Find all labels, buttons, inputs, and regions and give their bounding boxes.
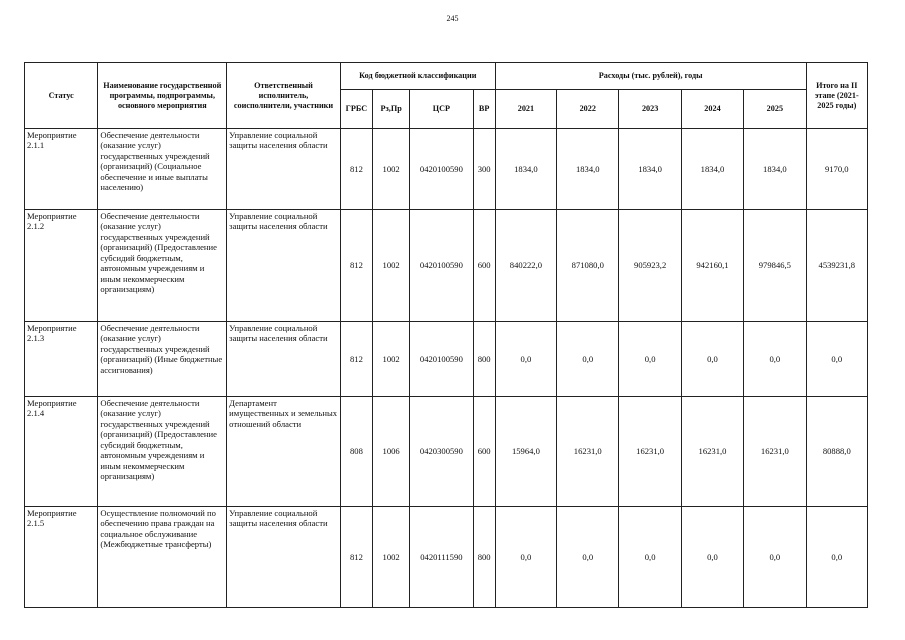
cell-2021: 15964,0: [495, 397, 556, 507]
cell-executor: Департамент имущественных и земельных отношений области: [227, 397, 341, 507]
cell-status: Мероприятие 2.1.5: [25, 507, 98, 608]
cell-name: Осуществление полномочий по обеспечению права граждан на социальное обслуживание (Межбюджетные трансферты): [98, 507, 227, 608]
cell-2022: 1834,0: [557, 129, 619, 210]
header-rzpr: Рз,Пр: [373, 90, 410, 129]
cell-2023: 1834,0: [619, 129, 681, 210]
header-executor: Ответственный исполнитель, соисполнители, участники: [227, 63, 341, 129]
cell-total: 4539231,8: [806, 210, 867, 322]
cell-total: 9170,0: [806, 129, 867, 210]
cell-total: 80888,0: [806, 397, 867, 507]
cell-2022: 0,0: [557, 507, 619, 608]
cell-2024: 1834,0: [681, 129, 743, 210]
cell-2024: 16231,0: [681, 397, 743, 507]
table-row: [25, 129, 868, 210]
header-total: Итого на II этапе (2021-2025 годы): [806, 63, 867, 129]
header-vr: ВР: [473, 90, 495, 129]
cell-csr: 0420100590: [410, 210, 473, 322]
cell-2024: 0,0: [681, 322, 743, 397]
cell-name: Обеспечение деятельности (оказание услуг) государственных учреждений (организаций) (Предоставление субсидий бюджетным, автономным учреждениям и иным некоммерческим организациям): [98, 397, 227, 507]
cell-rzpr: 1002: [373, 129, 410, 210]
cell-csr: 0420300590: [410, 397, 473, 507]
cell-grbs: 812: [340, 507, 372, 608]
cell-csr: 0420100590: [410, 322, 473, 397]
cell-executor: Управление социальной защиты населения области: [227, 129, 341, 210]
cell-2024: 0,0: [681, 507, 743, 608]
cell-status: Мероприятие 2.1.4: [25, 397, 98, 507]
table-row: [25, 507, 868, 608]
header-year-2024: 2024: [681, 90, 743, 129]
table-row: [25, 210, 868, 322]
cell-vr: 600: [473, 397, 495, 507]
cell-2021: 0,0: [495, 322, 556, 397]
header-year-2023: 2023: [619, 90, 681, 129]
cell-2025: 16231,0: [744, 397, 806, 507]
cell-vr: 300: [473, 129, 495, 210]
cell-grbs: 812: [340, 210, 372, 322]
cell-2023: 905923,2: [619, 210, 681, 322]
cell-2023: 16231,0: [619, 397, 681, 507]
cell-2023: 0,0: [619, 322, 681, 397]
cell-rzpr: 1002: [373, 507, 410, 608]
header-expenses: Расходы (тыс. рублей), годы: [495, 63, 806, 90]
cell-2021: 0,0: [495, 507, 556, 608]
cell-name: Обеспечение деятельности (оказание услуг) государственных учреждений (организаций) (Социальное обеспечение и иные выплаты населению): [98, 129, 227, 210]
header-csr: ЦСР: [410, 90, 473, 129]
cell-grbs: 812: [340, 322, 372, 397]
cell-status: Мероприятие 2.1.2: [25, 210, 98, 322]
cell-2022: 0,0: [557, 322, 619, 397]
cell-grbs: 808: [340, 397, 372, 507]
cell-executor: Управление социальной защиты населения области: [227, 507, 341, 608]
cell-vr: 800: [473, 322, 495, 397]
cell-2023: 0,0: [619, 507, 681, 608]
cell-vr: 600: [473, 210, 495, 322]
cell-total: 0,0: [806, 507, 867, 608]
cell-total: 0,0: [806, 322, 867, 397]
cell-2025: 1834,0: [744, 129, 806, 210]
header-grbs: ГРБС: [340, 90, 372, 129]
cell-status: Мероприятие 2.1.3: [25, 322, 98, 397]
table-header: [25, 63, 868, 129]
header-status: Статус: [25, 63, 98, 129]
cell-grbs: 812: [340, 129, 372, 210]
cell-2024: 942160,1: [681, 210, 743, 322]
cell-name: Обеспечение деятельности (оказание услуг) государственных учреждений (организаций) (Иные бюджетные ассигнования): [98, 322, 227, 397]
cell-2025: 979846,5: [744, 210, 806, 322]
table-row: [25, 322, 868, 397]
cell-status: Мероприятие 2.1.1: [25, 129, 98, 210]
cell-csr: 0420100590: [410, 129, 473, 210]
page-number: 245: [446, 14, 459, 23]
header-year-2025: 2025: [744, 90, 806, 129]
header-year-2021: 2021: [495, 90, 556, 129]
cell-2021: 840222,0: [495, 210, 556, 322]
header-name: Наименование государственной программы, подпрограммы, основного мероприятия: [98, 63, 227, 129]
cell-2022: 871080,0: [557, 210, 619, 322]
cell-2022: 16231,0: [557, 397, 619, 507]
cell-rzpr: 1002: [373, 210, 410, 322]
cell-2025: 0,0: [744, 507, 806, 608]
cell-executor: Управление социальной защиты населения области: [227, 322, 341, 397]
cell-rzpr: 1002: [373, 322, 410, 397]
cell-rzpr: 1006: [373, 397, 410, 507]
budget-table: [24, 62, 868, 608]
cell-vr: 800: [473, 507, 495, 608]
header-budget-code: Код бюджетной классификации: [340, 63, 495, 90]
table-row: [25, 397, 868, 507]
cell-csr: 0420111590: [410, 507, 473, 608]
header-year-2022: 2022: [557, 90, 619, 129]
cell-2021: 1834,0: [495, 129, 556, 210]
cell-2025: 0,0: [744, 322, 806, 397]
cell-executor: Управление социальной защиты населения области: [227, 210, 341, 322]
cell-name: Обеспечение деятельности (оказание услуг) государственных учреждений (организаций) (Предоставление субсидий бюджетным, автономным учреждениям и иным некоммерческим организациям): [98, 210, 227, 322]
